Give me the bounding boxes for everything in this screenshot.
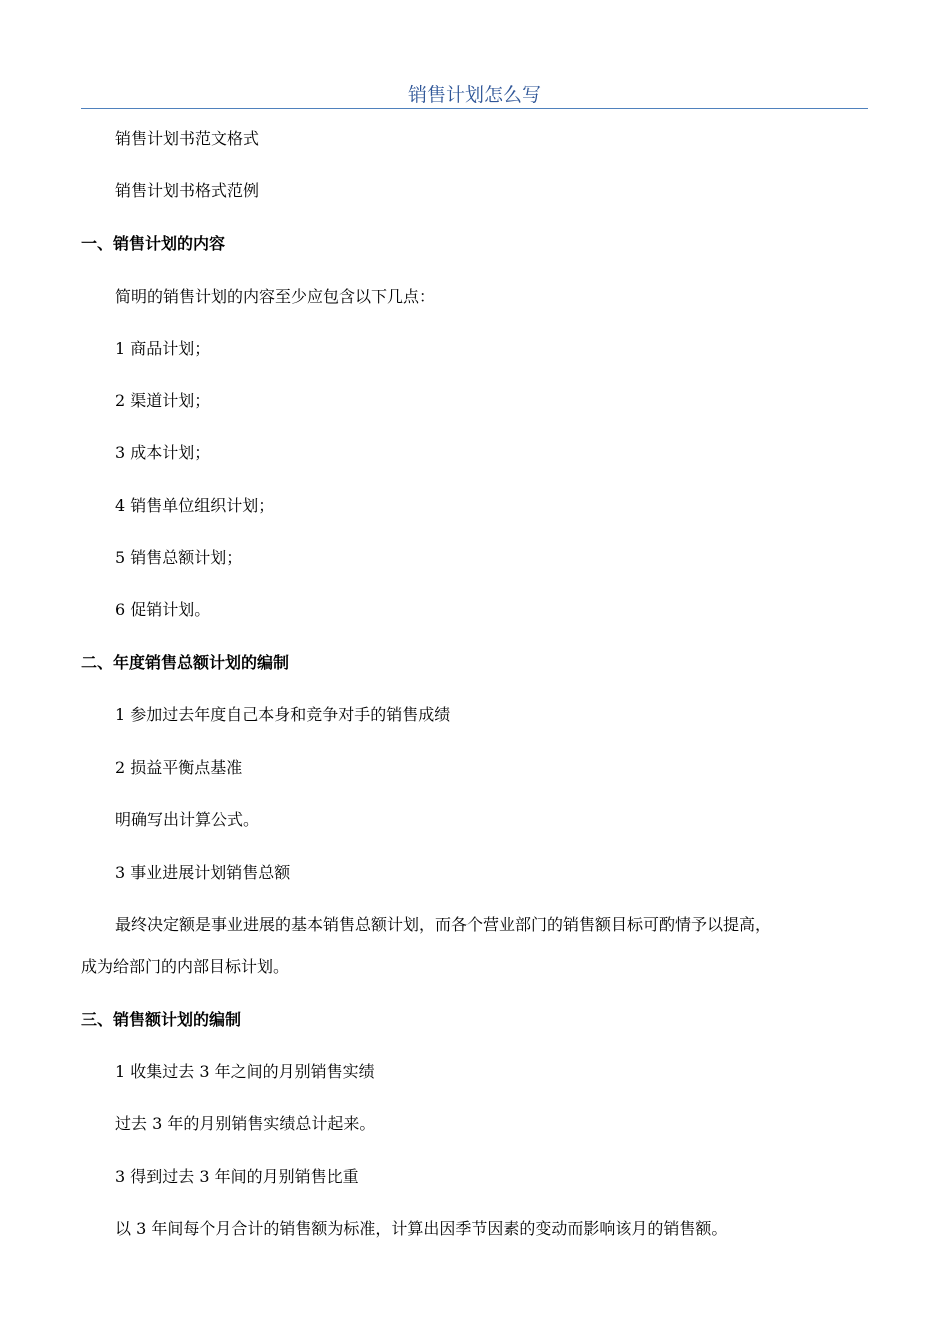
section-heading: 一、销售计划的内容 <box>81 234 226 253</box>
paragraph: 销售计划书格式范例 <box>115 181 260 200</box>
section-heading: 三、销售额计划的编制 <box>81 1010 242 1029</box>
list-item: 1 商品计划； <box>115 339 211 358</box>
section-heading: 二、年度销售总额计划的编制 <box>81 653 290 672</box>
paragraph: 简明的销售计划的内容至少应包含以下几点： <box>115 287 436 306</box>
paragraph: 3 得到过去 3 年间的月别销售比重 <box>115 1167 359 1186</box>
paragraph: 过去 3 年的月别销售实绩总计起来。 <box>115 1114 376 1133</box>
paragraph: 以 3 年间每个月合计的销售额为标准，计算出因季节因素的变动而影响该月的销售额。 <box>115 1219 728 1238</box>
paragraph: 1 参加过去年度自己本身和竞争对手的销售成绩 <box>115 705 451 724</box>
paragraph: 1 收集过去 3 年之间的月别销售实绩 <box>115 1062 375 1081</box>
list-item: 3 成本计划； <box>115 443 211 462</box>
paragraph: 明确写出计算公式。 <box>115 810 260 829</box>
paragraph: 3 事业进展计划销售总额 <box>115 863 291 882</box>
list-item: 2 渠道计划； <box>115 391 211 410</box>
paragraph: 最终决定额是事业进展的基本销售总额计划，而各个营业部门的销售额目标可酌情予以提高， <box>115 915 772 934</box>
list-item: 4 销售单位组织计划； <box>115 496 275 515</box>
list-item: 6 促销计划。 <box>115 600 211 619</box>
list-item: 5 销售总额计划； <box>115 548 243 567</box>
title-divider <box>81 108 868 109</box>
paragraph: 2 损益平衡点基准 <box>115 758 243 777</box>
paragraph: 销售计划书范文格式 <box>115 129 260 148</box>
paragraph-continuation: 成为给部门的内部目标计划。 <box>81 957 290 976</box>
document-title: 销售计划怎么写 <box>407 84 541 106</box>
